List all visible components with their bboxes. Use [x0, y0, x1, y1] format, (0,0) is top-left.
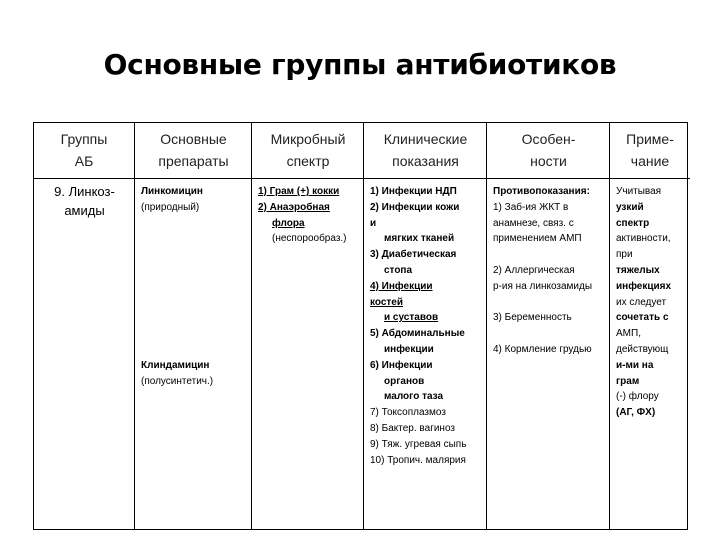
cell-line: 8) Бактер. вагиноз — [370, 422, 455, 434]
header-text: чание — [630, 153, 670, 169]
header-text: спектр — [286, 153, 330, 169]
cell-line: мягких тканей — [384, 233, 455, 245]
cell-drugs — [135, 180, 252, 389]
cell-line: (АГ, ФХ) — [616, 407, 656, 419]
header-features — [487, 123, 610, 179]
cell-line: 9) Тяж. угревая сыпь — [370, 438, 467, 450]
cell-line: 3) Беременность — [493, 312, 572, 324]
cell-notes — [610, 180, 690, 421]
column-spectrum — [251, 123, 364, 529]
cell-line: (природный) — [141, 201, 200, 213]
cell-indications — [364, 180, 487, 468]
header-groups — [34, 123, 134, 179]
header-text: ности — [530, 153, 567, 169]
column-features — [486, 123, 610, 529]
cell-line: Линкомицин — [141, 186, 203, 197]
cell-line: и-ми на — [616, 359, 654, 371]
cell-line: Учитывая — [616, 186, 662, 197]
column-notes — [609, 123, 690, 529]
cell-line: анамнезе, связ. с — [493, 217, 574, 229]
header-drugs — [135, 123, 252, 179]
spacer — [493, 247, 605, 263]
cell-line: Клиндамицин — [141, 359, 210, 371]
cell-line: 4) Инфекции — [370, 280, 433, 292]
slide-title: Основные группы антибиотиков — [103, 48, 617, 81]
cell-line: 6) Инфекции — [370, 359, 433, 371]
cell-line: амиды — [64, 203, 105, 218]
header-text: Группы — [60, 131, 108, 147]
header-notes — [610, 123, 690, 179]
cell-line: (-) флору — [616, 391, 659, 403]
cell-spectrum — [252, 180, 364, 247]
cell-line: АМП, — [616, 328, 641, 340]
spacer — [493, 295, 605, 311]
header-text: показания — [392, 153, 459, 169]
header-text: АБ — [74, 153, 94, 169]
cell-line: применением АМП — [493, 233, 582, 245]
cell-line: узкий — [616, 201, 644, 213]
header-spectrum — [252, 123, 364, 179]
cell-line: 9. Линкоз- — [54, 184, 115, 199]
cell-line: спектр — [616, 217, 650, 229]
cell-line: 1) Заб-ия ЖКТ в — [493, 201, 569, 213]
cell-line: 4) Кормление грудью — [493, 343, 592, 355]
cell-line: (неспорообраз.) — [272, 233, 347, 245]
cell-line: малого таза — [384, 391, 444, 403]
cell-line: и — [370, 217, 377, 229]
cell-line: и суставов — [384, 312, 439, 324]
cell-line: 5) Абдоминальные — [370, 328, 465, 340]
cell-line: их следует — [616, 296, 667, 308]
cell-line: 1) Грам (+) кокки — [258, 186, 340, 197]
spacer — [141, 216, 247, 358]
cell-groups — [34, 180, 134, 220]
cell-features — [487, 180, 610, 358]
cell-line: инфекции — [384, 343, 434, 355]
antibiotics-table — [33, 122, 688, 530]
header-text: Клинические — [383, 131, 468, 147]
cell-line: стопа — [384, 264, 413, 276]
cell-line: сочетать с — [616, 312, 669, 324]
cell-line: 1) Инфекции НДП — [370, 186, 457, 197]
cell-line: (полусинтетич.) — [141, 375, 214, 387]
cell-line: при — [616, 249, 633, 261]
header-text: Приме- — [626, 131, 674, 147]
cell-line: 10) Тропич. малярия — [370, 454, 466, 466]
spacer — [493, 326, 605, 342]
column-drugs — [134, 123, 252, 529]
header-text: Особен- — [521, 131, 576, 147]
cell-line: активности, — [616, 233, 671, 245]
cell-line: 2) Аллергическая — [493, 264, 575, 276]
cell-line: Противопоказания: — [493, 186, 590, 197]
cell-line: 2) Анаэробная — [258, 201, 330, 213]
header-text: препараты — [158, 153, 229, 169]
cell-line: р-ия на линкозамиды — [493, 280, 593, 292]
cell-line: 7) Токсоплазмоз — [370, 407, 446, 419]
cell-line: флора — [272, 217, 305, 229]
cell-line: 3) Диабетическая — [370, 249, 457, 261]
column-indications — [363, 123, 487, 529]
column-groups — [34, 123, 134, 529]
header-text: Микробный — [270, 131, 346, 147]
header-indications — [364, 123, 487, 179]
cell-line: действующ — [616, 343, 669, 355]
cell-line: тяжелых — [616, 264, 660, 276]
cell-line: 2) Инфекции кожи — [370, 201, 460, 213]
cell-line: инфекциях — [616, 280, 672, 292]
header-text: Основные — [160, 131, 227, 147]
cell-line: костей — [370, 296, 404, 308]
cell-line: органов — [384, 375, 425, 387]
cell-line: грам — [616, 375, 640, 387]
